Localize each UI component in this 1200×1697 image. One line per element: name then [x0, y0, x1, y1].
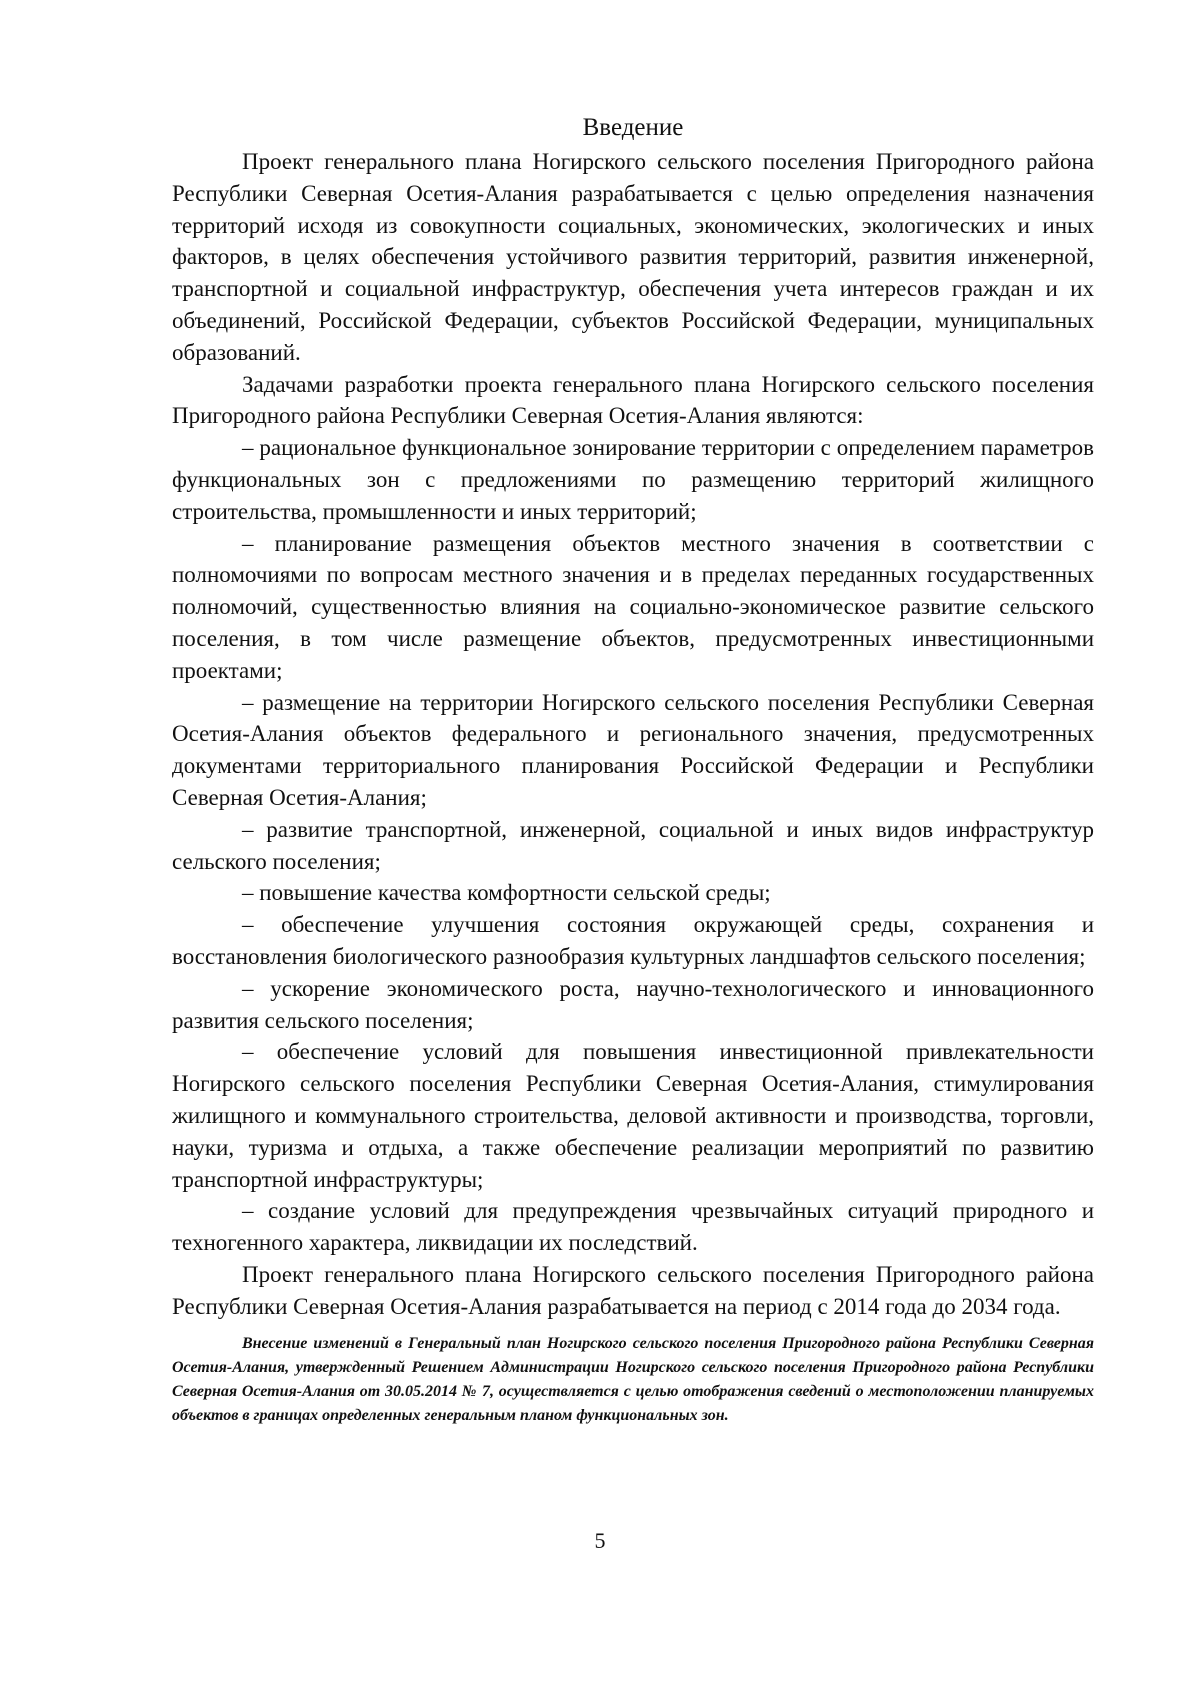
list-item-comfort: – повышение качества комфортности сельской среды;	[242, 880, 771, 906]
document-page	[172, 110, 1094, 1428]
section-title: Введение	[582, 114, 684, 141]
list-item-investment: – обеспечение условий для повышения инвестиционной привлекательности Ногирского сельского поселения Республики Северная Осетия-Алания, стимулирования жилищного и коммунального строительства, деловой активности и производства, торговли, науки, туризма и отдыха, а также обеспечение реализации мероприятий по развитию транспортной инфраструктуры;	[172, 1039, 1094, 1192]
amendment-note: Внесение изменений в Генеральный план Ногирского сельского поселения Пригородного района Республики Северная Осетия-Алания, утвержденный Решением Администрации Ногирского сельского поселения Пригородного района Республики Северная Осетия-Алания от 30.05.2014 № 7, осуществляется с целью отображения сведений о местоположении планируемых объектов в границах определенных генеральным планом функциональных зон.	[172, 1335, 1094, 1424]
paragraph-tasks-heading: Задачами разработки проекта генерального плана Ногирского сельского поселения Пригородного района Республики Северная Осетия-Алания являются:	[172, 371, 1094, 429]
list-item-environment: – обеспечение улучшения состояния окружающей среды, сохранения и восстановления биологического разнообразия культурных ландшафтов сельского поселения;	[172, 912, 1094, 969]
list-item-infrastructure: – развитие транспортной, инженерной, социальной и иных видов инфраструктур сельского поселения;	[172, 816, 1094, 874]
list-item-federal-objects: – размещение на территории Ногирского сельского поселения Республики Северная Осетия-Алания объектов федерального и регионального значения, предусмотренных документами территориального планирования Российской Федерации и Республики Северная Осетия-Алания;	[172, 689, 1094, 810]
list-item-local-objects: – планирование размещения объектов местного значения в соответствии с полномочиями по вопросам местного значения и в пределах переданных государственных полномочий, существенностью влияния на социально-экономическое развитие сельского поселения, в том числе размещение объектов, предусмотренных инвестиционными проектами;	[172, 530, 1094, 683]
list-item-zoning: – рациональное функциональное зонирование территории с определением параметров функциональных зон с предложениями по размещению территорий жилищного строительства, промышленности и иных территорий;	[172, 435, 1094, 524]
paragraph-intro: Проект генерального плана Ногирского сельского поселения Пригородного района Республики Северная Осетия-Алания разрабатывается с целью определения назначения территорий исходя из совокупности социальных, экономических, экологических и иных факторов, в целях обеспечения устойчивого развития территорий, развития инженерной, транспортной и социальной инфраструктур, обеспечения учета интересов граждан и их объединений, Российской Федерации, субъектов Российской Федерации, муниципальных образований.	[172, 149, 1094, 365]
page-number: 5	[594, 1528, 606, 1553]
document-body	[172, 146, 1094, 1322]
list-item-economic-growth: – ускорение экономического роста, научно-технологического и инновационного развития сельского поселения;	[172, 975, 1094, 1033]
list-item-emergency: – создание условий для предупреждения чрезвычайных ситуаций природного и техногенного характера, ликвидации их последствий.	[172, 1198, 1094, 1256]
paragraph-period: Проект генерального плана Ногирского сельского поселения Пригородного района Республики Северная Осетия-Алания разрабатывается на период с 2014 года до 2034 года.	[172, 1261, 1094, 1319]
